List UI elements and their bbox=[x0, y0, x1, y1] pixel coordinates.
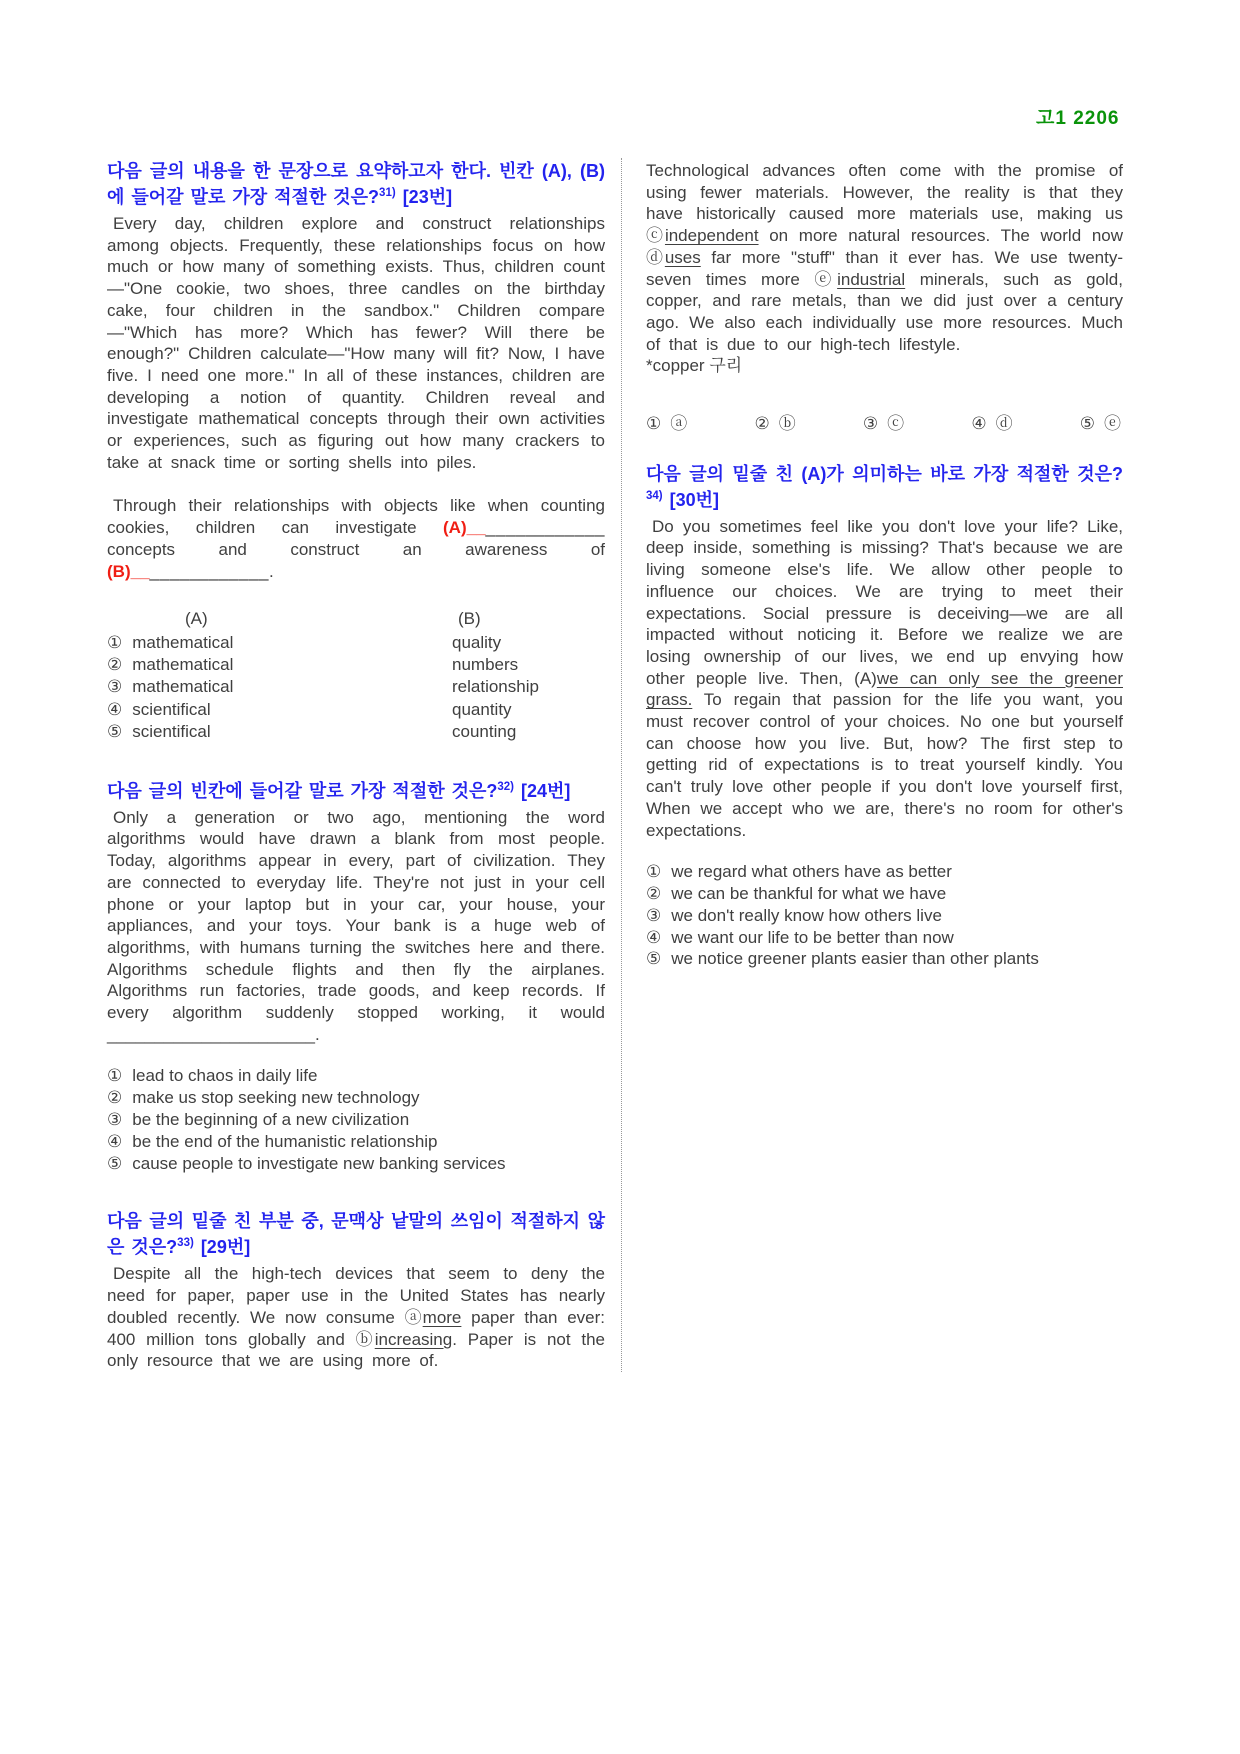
option-number: ⑤ bbox=[107, 722, 123, 742]
q30-option-4 bbox=[646, 927, 1123, 949]
q30-option-1 bbox=[646, 861, 1123, 883]
option-text: we notice greener plants easier than other plants bbox=[671, 949, 1039, 969]
question-23 bbox=[107, 158, 605, 744]
option-letter: ⓐ bbox=[670, 414, 688, 434]
q29-vocabulary-footnote: *copper 구리 bbox=[646, 356, 743, 376]
q23-option-5 bbox=[107, 721, 605, 743]
q23-option-5-a bbox=[107, 721, 452, 743]
q23-option-3 bbox=[107, 676, 605, 698]
q29-text-segment: minerals, such as gold, copper, and rare metals, than we did just over a century ago. We also each individually use more resources. Much of that is due to our high-tech lifestyle. bbox=[646, 269, 1123, 354]
q30-footnote-number: 34) bbox=[646, 489, 663, 502]
q23-column-a-header: (A) bbox=[185, 609, 208, 629]
q24-header bbox=[107, 778, 605, 804]
q23-option-4-a bbox=[107, 699, 452, 721]
circled-letter-c: ⓒ bbox=[646, 226, 665, 246]
q29-option-1 bbox=[646, 413, 687, 435]
q29-option-5 bbox=[1080, 413, 1121, 435]
option-text: cause people to investigate new banking services bbox=[132, 1153, 506, 1173]
q23-header-text: 다음 글의 내용을 한 문장으로 요약하고자 한다. 빈칸 (A), (B)에 들어갈 말로 가장 적절한 것은? bbox=[107, 161, 605, 207]
q24-option-3 bbox=[107, 1109, 605, 1131]
option-number: ③ bbox=[107, 677, 123, 697]
q30-option-3 bbox=[646, 905, 1123, 927]
q23-blank-a-label: (A) bbox=[443, 518, 467, 538]
option-number: ① bbox=[646, 414, 662, 434]
right-column bbox=[646, 158, 1123, 1372]
option-text: be the beginning of a new civilization bbox=[132, 1110, 410, 1130]
circled-letter-d: ⓓ bbox=[646, 247, 665, 267]
option-number: ① bbox=[646, 862, 662, 882]
q29-option-3 bbox=[863, 413, 904, 435]
option-text: lead to chaos in daily life bbox=[132, 1066, 318, 1086]
question-29-continued bbox=[646, 160, 1123, 435]
q29-text-segment: far more "stuff" than it ever has. We use twenty-seven times more bbox=[646, 247, 1124, 289]
q24-option-4 bbox=[107, 1131, 605, 1153]
option-number: ③ bbox=[107, 1110, 123, 1130]
q23-passage: Every day, children explore and construct relationships among objects. Frequently, these relationships focus on how much or how many of something exists. Thus, children count—"One cookie, two shoes, three candles on the birthday cake, four children in the sandbox." Children compare—"Which has more? Which has fewer? Will there be enough?" Children calculate—"How many will fit? Now, I have five. I need one more." In all of these instances, children are developing a notion of quantity. Children reveal and investigate mathematical concepts through their own activities or experiences, such as figuring out how many crackers to take at snack time or sorting shells into piles. bbox=[107, 214, 605, 472]
option-number: ④ bbox=[646, 927, 662, 947]
q24-option-2 bbox=[107, 1087, 605, 1109]
q23-option-3-b: relationship bbox=[452, 677, 539, 697]
q23-summary-text-3: . bbox=[269, 561, 274, 581]
option-number: ② bbox=[107, 655, 123, 675]
q30-option-5 bbox=[646, 948, 1123, 970]
circled-letter-a: ⓐ bbox=[404, 1307, 423, 1327]
q23-option-2-a bbox=[107, 654, 452, 676]
q23-summary bbox=[107, 495, 605, 582]
option-number: ⑤ bbox=[646, 949, 662, 969]
underlined-word-uses: uses bbox=[664, 247, 701, 267]
option-number: ① bbox=[107, 632, 123, 652]
circled-letter-b: ⓑ bbox=[355, 1329, 375, 1349]
option-letter: ⓑ bbox=[778, 414, 796, 434]
option-letter: ⓔ bbox=[1104, 414, 1121, 434]
two-column-layout bbox=[107, 158, 1123, 1372]
q29-header-text: 다음 글의 밑줄 친 부분 중, 문맥상 낱말의 쓰임이 적절하지 않은 것은? bbox=[107, 1211, 605, 1258]
q30-text-segment: Do you sometimes feel like you don't love your life? Like, deep inside, something is missing? That's because we are living someone else's life. We allow other people to influence our choices. We are trying to meet their expectations. Social pressure is deceiving—we are all impacted without noticing it. Before we realize we are losing ownership of our lives, we end up envying how other people live. Then, bbox=[646, 516, 1123, 688]
q29-passage-left bbox=[107, 1263, 605, 1372]
q23-options-table bbox=[107, 608, 605, 743]
q23-blank-b-label: (B) bbox=[107, 561, 131, 581]
q29-options-row bbox=[646, 413, 1123, 435]
q24-header-text: 다음 글의 빈칸에 들어갈 말로 가장 적절한 것은? bbox=[107, 780, 498, 801]
q23-option-4 bbox=[107, 699, 605, 721]
q23-summary-text-2: concepts and construct an awareness of bbox=[107, 539, 605, 559]
q23-option-1 bbox=[107, 632, 605, 654]
q24-footnote-number: 32) bbox=[497, 780, 514, 793]
question-29 bbox=[107, 1208, 605, 1372]
underlined-phrase: we can only see the greener grass. bbox=[646, 668, 1123, 710]
q29-text-segment: Technological advances often come with the promise of using fewer materials. However, the reality is that they have historically caused more materials use, making us bbox=[646, 161, 1123, 224]
option-number: ③ bbox=[862, 414, 879, 434]
q23-blank-a-red-line: __ bbox=[466, 518, 486, 538]
option-a-text: mathematical bbox=[132, 677, 234, 697]
option-letter: ⓓ bbox=[995, 414, 1013, 434]
q23-number-tag: [23번] bbox=[402, 187, 453, 207]
q29-header bbox=[107, 1208, 605, 1260]
q29-option-2 bbox=[754, 413, 795, 435]
q23-option-3-a bbox=[107, 676, 452, 698]
q23-summary-text-1: Through their relationships with objects like when counting cookies, children can investigate bbox=[107, 496, 605, 538]
q24-passage: Only a generation or two ago, mentioning the word algorithms would have drawn a blank from most people. Today, algorithms appear in every, part of civilization. They are connected to everyday life. They're not just in your cell phone or your laptop but in your car, your house, your appliances, and your toys. Your bank is a huge web of algorithms, with humans turning the switches here and there. Algorithms schedule flights and then fly the airplanes. Algorithms run factories, trade goods, and keep records. If every algorithm suddenly stopped working, it would ______________________. bbox=[107, 807, 605, 1044]
option-number: ④ bbox=[971, 414, 987, 434]
q30-number-tag: [30번] bbox=[669, 489, 720, 510]
q23-blank-a-line: ____________ bbox=[485, 518, 605, 538]
q30-options bbox=[646, 861, 1123, 970]
q30-a-label: (A) bbox=[854, 668, 877, 688]
option-number: ⑤ bbox=[1079, 414, 1095, 434]
option-text: make us stop seeking new technology bbox=[132, 1088, 420, 1108]
option-number: ② bbox=[107, 1088, 123, 1108]
question-30 bbox=[646, 461, 1123, 971]
column-divider bbox=[621, 158, 622, 1372]
left-column bbox=[107, 158, 605, 1372]
q23-option-1-b: quality bbox=[452, 632, 502, 652]
option-text: we don't really know how others live bbox=[671, 905, 942, 925]
option-number: ⑤ bbox=[107, 1153, 123, 1173]
page-label: 고1 2206 bbox=[1036, 108, 1120, 129]
underlined-word-industrial: industrial bbox=[837, 269, 906, 289]
q29-text-segment: paper than ever: 400 million tons globally and bbox=[107, 1307, 606, 1349]
option-a-text: mathematical bbox=[132, 655, 234, 675]
q30-header-text: 다음 글의 밑줄 친 (A)가 의미하는 바로 가장 적절한 것은? bbox=[646, 463, 1123, 484]
option-number: ② bbox=[754, 414, 770, 434]
q23-option-2-b: numbers bbox=[452, 655, 519, 675]
q23-blank-b-red-line: __ bbox=[130, 561, 150, 581]
option-a-text: mathematical bbox=[132, 632, 234, 652]
q30-header bbox=[646, 461, 1123, 513]
q24-number-tag: [24번] bbox=[521, 780, 571, 801]
q24-options bbox=[107, 1065, 605, 1174]
q23-footnote-number: 31) bbox=[379, 187, 396, 199]
question-24 bbox=[107, 778, 605, 1175]
q23-option-4-b: quantity bbox=[452, 699, 512, 719]
q23-option-5-b: counting bbox=[452, 722, 517, 742]
q23-option-2 bbox=[107, 654, 605, 676]
q29-text-segment: Despite all the high-tech devices that seem to deny the need for paper, paper use in the United States has nearly doubled recently. We now consume bbox=[107, 1264, 605, 1327]
underlined-word-increasing: increasing bbox=[374, 1329, 453, 1349]
option-number: ③ bbox=[646, 905, 662, 925]
q23-option-1-a bbox=[107, 632, 452, 654]
circled-letter-e: ⓔ bbox=[814, 269, 838, 289]
option-letter: ⓒ bbox=[887, 414, 905, 434]
option-text: we regard what others have as better bbox=[671, 862, 952, 882]
q24-option-1 bbox=[107, 1065, 605, 1087]
q29-footnote-number: 33) bbox=[177, 1237, 194, 1250]
q29-text-segment: on more natural resources. The world now bbox=[758, 226, 1124, 246]
option-text: we can be thankful for what we have bbox=[671, 884, 947, 904]
option-text: be the end of the humanistic relationship bbox=[132, 1131, 438, 1151]
option-number: ① bbox=[107, 1066, 123, 1086]
underlined-word-more: more bbox=[422, 1307, 462, 1327]
option-number: ④ bbox=[107, 1131, 123, 1151]
option-a-text: scientifical bbox=[132, 722, 211, 742]
q23-header bbox=[107, 158, 605, 210]
option-text: we want our life to be better than now bbox=[671, 927, 954, 947]
option-number: ④ bbox=[107, 699, 123, 719]
q24-option-5 bbox=[107, 1153, 605, 1175]
q30-text-segment: To regain that passion for the life you want, you must recover control of your choices. No one but yourself can choose how you live. But, how? The first step to getting rid of expectations is to treat yourself kindly. You can't truly love other people if you don't love yourself first, When we accept who we are, there's no room for other's expectations. bbox=[646, 690, 1123, 840]
q23-blank-b-line: ____________ bbox=[149, 561, 269, 581]
q23-options-header-row bbox=[107, 608, 605, 630]
q23-column-b-header: (B) bbox=[458, 609, 481, 629]
q29-number-tag: [29번] bbox=[200, 1237, 251, 1258]
option-a-text: scientifical bbox=[132, 699, 211, 719]
q29-text-segment: . Paper is not the only resource that we are using more of. bbox=[107, 1329, 606, 1371]
q30-option-2 bbox=[646, 883, 1123, 905]
q29-passage-right bbox=[646, 160, 1123, 355]
underlined-word-independent: independent bbox=[664, 226, 759, 246]
q29-option-4 bbox=[971, 413, 1012, 435]
q30-passage bbox=[646, 516, 1123, 842]
option-number: ② bbox=[646, 884, 662, 904]
